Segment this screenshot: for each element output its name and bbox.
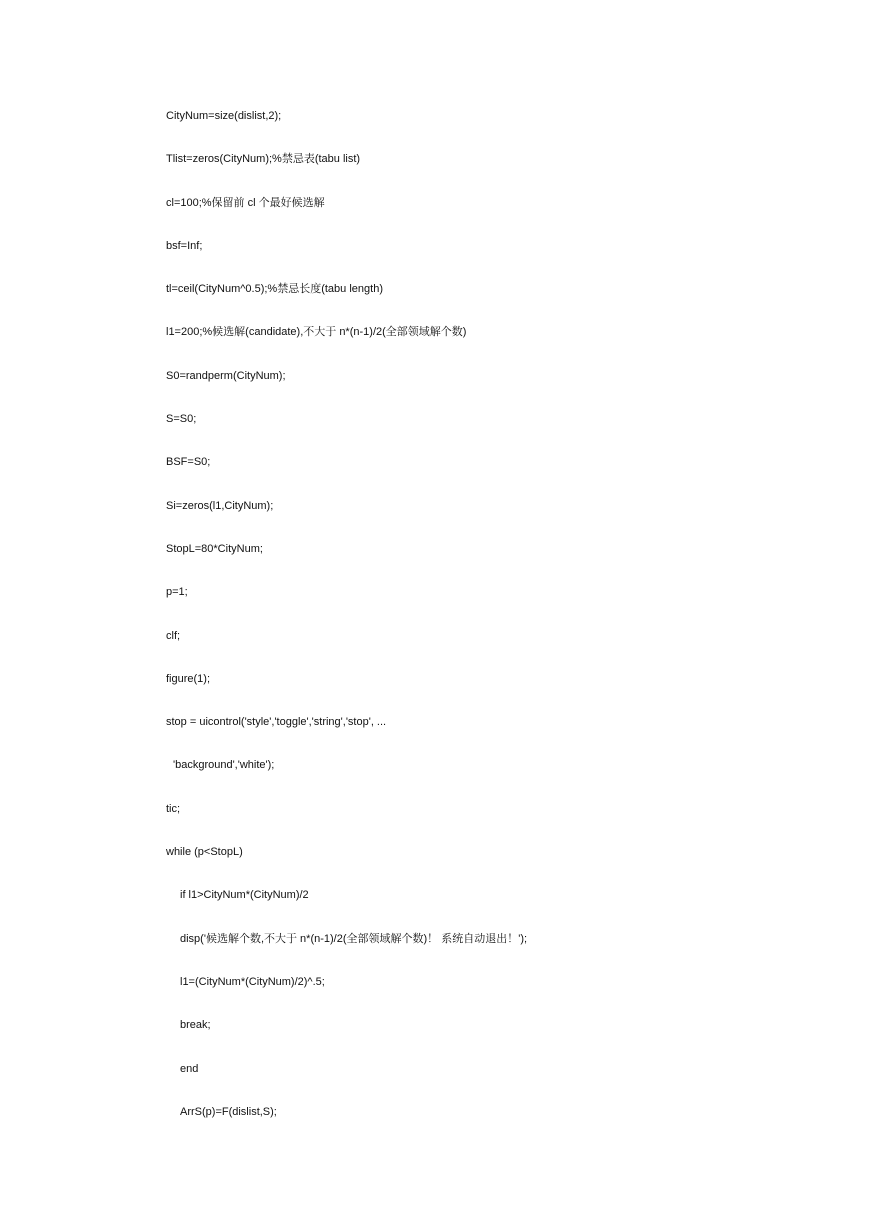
code-line: StopL=80*CityNum;	[166, 542, 263, 555]
code-line: end	[180, 1062, 199, 1075]
code-line: Si=zeros(l1,CityNum);	[166, 499, 274, 512]
code-line: S0=randperm(CityNum);	[166, 369, 286, 382]
code-line: figure(1);	[166, 672, 211, 685]
code-line: disp('候选解个数,不大于 n*(n-1)/2(全部领域解个数)！ 系统自动退出！');	[180, 932, 528, 945]
code-line: break;	[180, 1019, 211, 1032]
code-line: cl=100;%保留前 cl 个最好候选解	[166, 196, 325, 209]
code-line: tic;	[166, 802, 181, 815]
code-line: tl=ceil(CityNum^0.5);%禁忌长度(tabu length)	[166, 283, 383, 296]
code-line: clf;	[166, 629, 181, 642]
code-line: Tlist=zeros(CityNum);%禁忌表(tabu list)	[166, 153, 361, 166]
code-line: ArrS(p)=F(dislist,S);	[180, 1105, 277, 1118]
code-listing	[166, 108, 826, 1147]
code-line: while (p<StopL)	[166, 846, 243, 859]
code-line: S=S0;	[166, 413, 197, 426]
code-line: bsf=Inf;	[166, 239, 203, 252]
code-line: stop = uicontrol('style','toggle','string','stop', ...	[166, 716, 387, 729]
code-line: p=1;	[166, 586, 188, 599]
code-line: l1=(CityNum*(CityNum)/2)^.5;	[180, 975, 325, 988]
code-line: l1=200;%候选解(candidate),不大于 n*(n-1)/2(全部领域解个数)	[166, 326, 467, 339]
code-line: if l1>CityNum*(CityNum)/2	[180, 889, 309, 902]
code-line: CityNum=size(dislist,2);	[166, 110, 282, 122]
code-line: BSF=S0;	[166, 456, 211, 469]
code-line: 'background','white');	[173, 759, 275, 772]
